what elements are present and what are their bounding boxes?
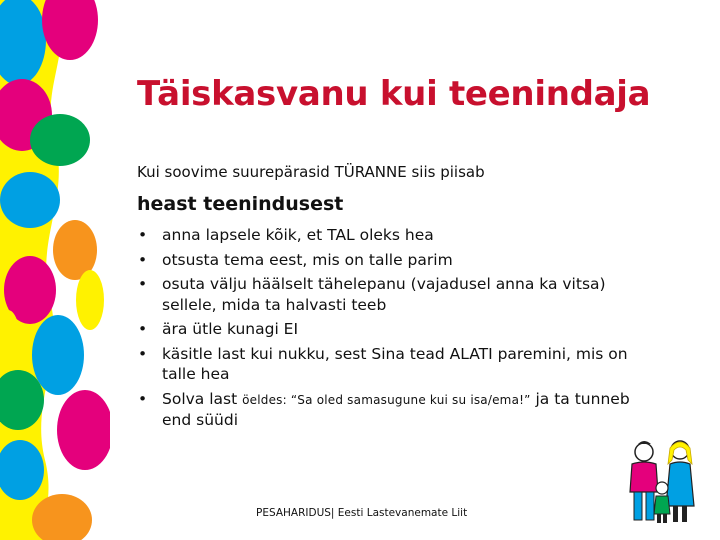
list-item (137, 225, 652, 246)
bullet-glyph: • (138, 226, 148, 244)
bullet-glyph: • (138, 320, 148, 338)
bullet-list (137, 225, 652, 435)
decorative-color-blobs (0, 0, 110, 540)
slide-subheading: heast teenindusest (137, 193, 344, 215)
footer-text: PESAHARIDUS| Eesti Lastevanemate Liit (256, 507, 468, 519)
bullet-glyph: • (138, 250, 148, 269)
list-item-lead: Solva last (162, 389, 238, 408)
list-item-tail: ja ta tunneb end süüdi (162, 389, 630, 429)
list-item (137, 274, 652, 315)
list-item-quote: öeldes: “Sa oled samasugune kui su isa/ema!” (242, 392, 531, 407)
list-item (137, 250, 652, 271)
list-item-text: anna lapsele kõik, et TAL oleks hea (162, 226, 434, 244)
slide-title: Täiskasvanu kui teenindaja (137, 74, 651, 114)
list-item (137, 389, 652, 431)
list-item (137, 319, 652, 340)
bullet-glyph: • (138, 389, 148, 408)
intro-text: Kui soovime suurepärasid TÜRANNE siis piisab (137, 163, 485, 181)
bullet-glyph: • (138, 275, 148, 293)
list-item-text: käsitle last kui nukku, sest Sina tead ALATI paremini, mis on talle hea (162, 344, 628, 383)
list-item-text: otsusta tema eest, mis on talle parim (162, 250, 453, 269)
bullet-glyph: • (138, 344, 148, 363)
list-item-text: ära ütle kunagi EI (162, 320, 299, 338)
list-item-text: osuta välju häälselt tähelepanu (vajadusel anna ka vitsa) sellele, mida ta halvasti teeb (162, 275, 606, 314)
family-icon (624, 434, 704, 526)
list-item (137, 344, 652, 385)
